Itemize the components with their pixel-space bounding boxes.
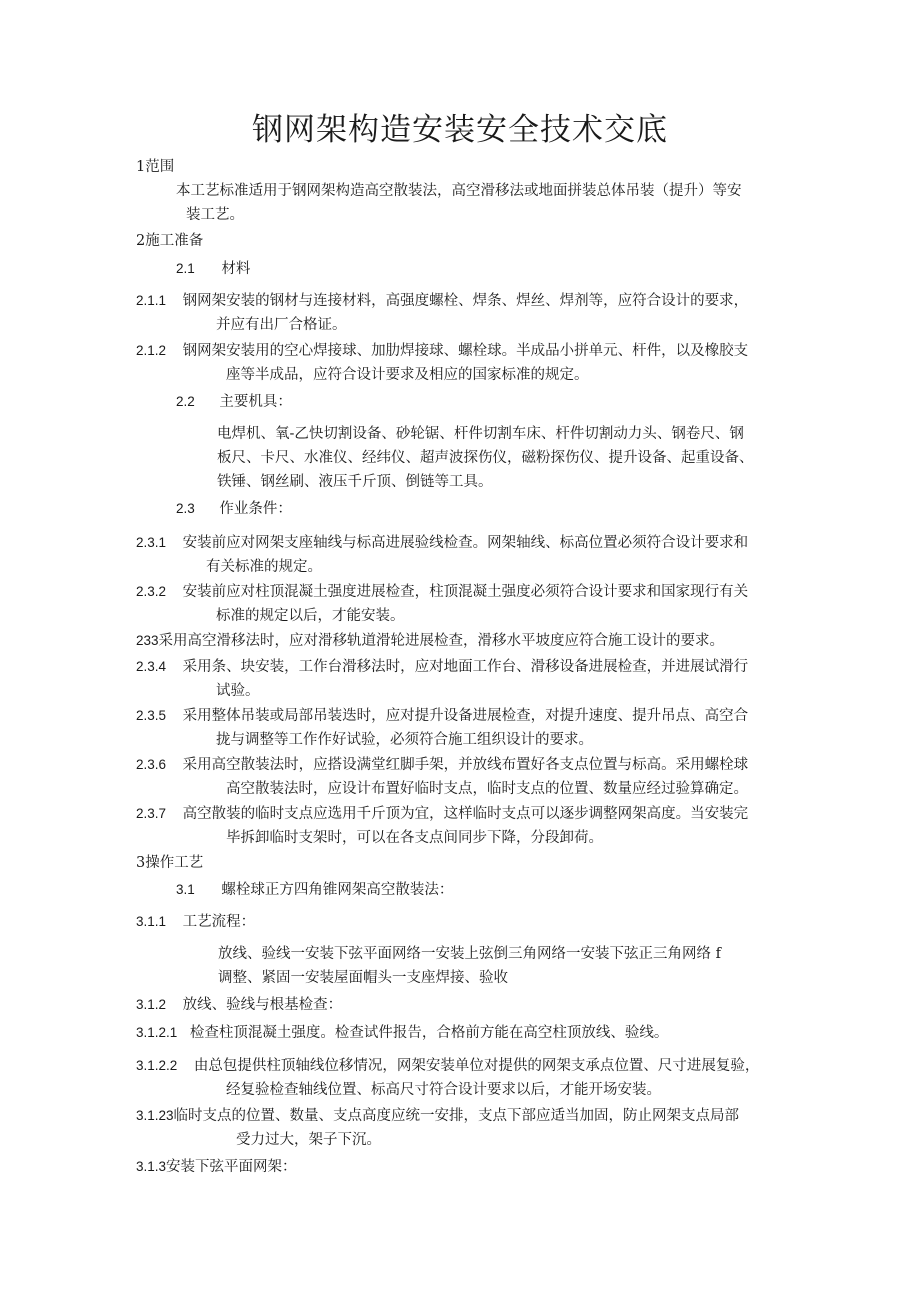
clause-3-1-1: [136, 912, 255, 932]
clause-text: 检查柱顶混凝土强度。检查试件报告，合格前方能在高空柱顶放线、验线。: [189, 1025, 669, 1041]
clause-number: 3.1.2.2: [136, 1058, 178, 1073]
clause-number: 2.1.1: [136, 293, 167, 308]
clause-2-3-2-line1: [136, 582, 748, 602]
clause-label: 放线、验线与根基检查：: [182, 997, 343, 1013]
subsection-label: 主要机具：: [219, 394, 292, 410]
clause-number: 3.1.2.1: [136, 1025, 178, 1040]
clause-text: 由总包提供柱顶轴线位移情况，网架安装单位对提供的网架支承点位置、尺寸进展复验，: [193, 1058, 760, 1074]
clause-2-3-4-line1: [136, 657, 748, 677]
clause-2-1-2-line2: 座等半成品，应符合设计要求及相应的国家标准的规定。: [226, 367, 589, 383]
subsection-2-1: [176, 259, 250, 279]
subsection-3-1: [176, 880, 453, 900]
clause-number: 2.3.4: [136, 659, 167, 674]
clause-3-1-2-2-line2: 经复验检查轴线位置、标高尺寸符合设计要求以后，才能开场安装。: [226, 1082, 661, 1098]
subsection-label: 作业条件：: [219, 501, 292, 517]
section-heading-2: 2施工准备: [136, 233, 204, 249]
subsection-number: 2.1: [176, 261, 195, 276]
clause-2-3-6-line2: 高空散装法时，应设计布置好临时支点，临时支点的位置、数量应经过验算确定。: [226, 781, 748, 797]
clause-2-3-7-line2: 毕拆卸临时支架时，可以在各支点间同步下降，分段卸荷。: [226, 830, 603, 846]
clause-3-1-2-3-line2: 受力过大，架子下沉。: [236, 1132, 381, 1148]
clause-number: 3.1.1: [136, 914, 167, 929]
clause-number: 3.1.3: [136, 1159, 167, 1174]
section-1-text-line1: 本工艺标准适用于钢网架构造高空散装法，高空滑移法或地面拼装总体吊装（提升）等安: [176, 183, 742, 199]
subsection-number: 2.3: [176, 501, 195, 516]
clause-text: 钢网架安装用的空心焊接球、加肋焊接球、螺栓球。半成品小拼单元、杆件，以及橡胶支: [182, 343, 749, 359]
tools-list-line2: 板尺、卡尺、水准仪、经纬仪、超声波探伤仪，磁粉探伤仪、提升设备、起重设备、: [217, 450, 754, 466]
clause-text: 采用条、块安装，工作台滑移法时，应对地面工作台、滑移设备进展检查，并进展试滑行: [182, 659, 749, 675]
clause-2-3-6-line1: [136, 755, 748, 775]
document-title: 钢网架构造安装安全技术交底: [252, 112, 668, 148]
clause-number: 2.3.7: [136, 806, 167, 821]
clause-2-3-4-line2: 试验。: [216, 683, 260, 699]
tools-list-line1: 电焊机、氧-乙快切割设备、砂轮锯、杆件切割车床、杆件切割动力头、钢卷尺、钢: [217, 426, 744, 442]
clause-2-3-3: [136, 631, 724, 651]
clause-text: 钢网架安装的钢材与连接材料，高强度螺栓、焊条、焊丝、焊剂等，应符合设计的要求，: [182, 293, 749, 309]
clause-2-3-1-line1: [136, 533, 748, 553]
clause-2-1-1-line1: [136, 291, 748, 311]
process-flow-line1: 放线、验线一安装下弦平面网络一安装上弦倒三角网络一安装下弦正三角网络 f: [218, 946, 721, 962]
subsection-label: 螺栓球正方四角锥网架高空散装法：: [221, 882, 454, 898]
subsection-number: 3.1: [176, 882, 195, 897]
clause-3-1-2-2-line1: [136, 1056, 759, 1076]
clause-3-1-2: [136, 995, 342, 1015]
clause-2-3-1-line2: 有关标准的规定。: [206, 559, 322, 575]
clause-3-1-2-1: [136, 1023, 668, 1043]
tools-list-line3: 铁锤、钢丝刷、液压千斤顶、倒链等工具。: [217, 474, 493, 490]
clause-text: 采用高空散装法时，应搭设满堂红脚手架，并放线布置好各支点位置与标高。采用螺栓球: [182, 757, 749, 773]
clause-2-1-2-line1: [136, 341, 748, 361]
clause-number: 2.3.5: [136, 708, 167, 723]
process-flow-line2: 调整、紧固一安装屋面帽头一支座焊接、验收: [218, 970, 508, 986]
clause-text: 采用整体吊装或局部吊装迭时，应对提升设备进展检查，对提升速度、提升吊点、高空合: [182, 708, 749, 724]
clause-label: 工艺流程：: [182, 914, 256, 930]
clause-number: 2.3.2: [136, 584, 167, 599]
subsection-label: 材料: [221, 261, 251, 277]
clause-number: 2.3.1: [136, 535, 167, 550]
clause-2-3-7-line1: [136, 804, 748, 824]
section-heading-3: 3操作工艺: [136, 855, 204, 871]
clause-text: 采用高空滑移法时，应对滑移轨道滑轮进展检查，滑移水平坡度应符合施工设计的要求。: [158, 633, 725, 649]
clause-number: 233: [136, 633, 159, 648]
clause-label: 安装下弦平面网架：: [166, 1159, 297, 1175]
section-heading-1: 1范围: [136, 159, 175, 175]
clause-text: 安装前应对网架支座轴线与标高进展验线检查。网架轴线、标高位置必须符合设计要求和: [182, 535, 749, 551]
subsection-number: 2.2: [176, 394, 195, 409]
clause-text: 高空散装的临时支点应选用千斤顶为宜，这样临时支点可以逐步调整网架高度。当安装完: [182, 806, 749, 822]
clause-number: 3.1.23: [136, 1108, 174, 1123]
clause-2-3-5-line1: [136, 706, 748, 726]
clause-number: 3.1.2: [136, 997, 167, 1012]
clause-text: 临时支点的位置、数量、支点高度应统一安排，支点下部应适当加固，防止网架支点局部: [173, 1108, 740, 1124]
subsection-2-2: [176, 392, 292, 412]
clause-3-1-3: [136, 1157, 297, 1177]
clause-number: 2.1.2: [136, 343, 167, 358]
section-1-text-line2: 装工艺。: [186, 207, 244, 223]
clause-number: 2.3.6: [136, 757, 167, 772]
clause-2-1-1-line2: 并应有出厂合格证。: [216, 317, 347, 333]
clause-text: 安装前应对柱顶混凝土强度进展检查，柱顶混凝土强度必须符合设计要求和国家现行有关: [182, 584, 749, 600]
clause-3-1-2-3-line1: [136, 1106, 739, 1126]
subsection-2-3: [176, 499, 292, 519]
clause-2-3-5-line2: 拢与调整等工作作好试验，必须符合施工组织设计的要求。: [216, 732, 593, 748]
clause-2-3-2-line2: 标准的规定以后，才能安装。: [216, 608, 405, 624]
